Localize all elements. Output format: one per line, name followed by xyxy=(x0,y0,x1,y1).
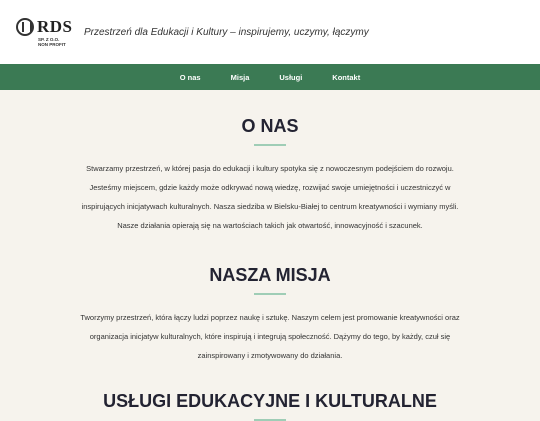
mission-section xyxy=(0,235,540,365)
logo-subtitle-1: SP. Z O.O. xyxy=(38,37,60,42)
services-title: USŁUGI EDUKACYJNE I KULTURALNE xyxy=(103,391,437,411)
nav-item-uslugi[interactable]: Usługi xyxy=(279,72,303,82)
about-paragraph-1: Stwarzamy przestrzeń, w której pasja do edukacji i kultury spotyka się z nowoczesnym podejściem do rozwoju. Jesteśmy miejscem, gdzie każdy może odkrywać nową wiedzę, rozwijać swoje umiejętności i uczestniczyć w inspirujących inicjatywach kulturalnych. Nasza siedziba w Bielsku-Białej to centrum kreatywności i wymiany myśli. xyxy=(81,164,459,211)
about-title-divider xyxy=(254,144,286,146)
mission-title-divider xyxy=(254,293,286,295)
mission-title: NASZA MISJA xyxy=(209,265,331,285)
header xyxy=(0,0,540,64)
logo-subtitle-2: NON PROFIT xyxy=(38,42,66,47)
mission-paragraph: Tworzymy przestrzeń, która łączy ludzi poprzez naukę i sztukę. Naszym celem jest promowanie kreatywności oraz organizacja inicjatyw kulturalnych, które inspirują i integrują społeczność. Dążymy do tego, by każdy, czuł się zainspirowany i zmotywowany do działania. xyxy=(80,313,460,360)
nav-item-o-nas[interactable]: O nas xyxy=(179,72,201,82)
logo-text: RDS xyxy=(37,17,73,36)
company-logo[interactable] xyxy=(16,10,78,54)
main-nav xyxy=(0,64,540,90)
services-section xyxy=(0,365,540,421)
nav-item-misja[interactable]: Misja xyxy=(230,72,250,82)
site-tagline: Przestrzeń dla Edukacji i Kultury – inspirujemy, uczymy, łączymy xyxy=(84,26,369,38)
about-section xyxy=(0,90,540,235)
about-paragraph-2: Nasze działania opierają się na wartościach takich jak otwartość, innowacyjność i szacunek. xyxy=(117,221,423,230)
nav-item-kontakt[interactable]: Kontakt xyxy=(332,72,361,82)
logo-emblem-icon xyxy=(16,18,34,36)
about-title: O NAS xyxy=(241,116,299,136)
